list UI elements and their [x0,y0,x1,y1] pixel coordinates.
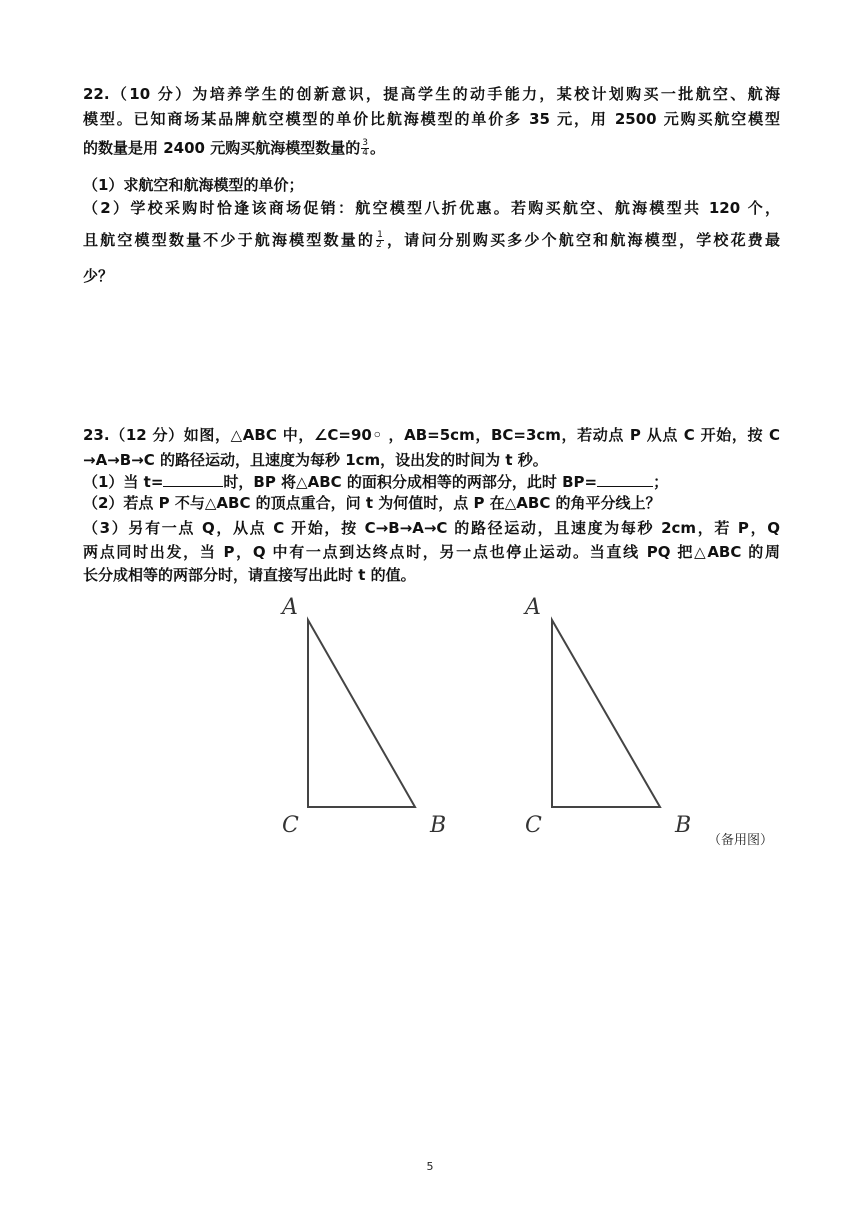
triangle-abc-backup [552,620,660,807]
q22-line-3-end: 。 [369,139,385,157]
q22-line-7: 少？ [83,267,114,285]
fig1-label-b: B [430,813,447,838]
q23-part-3-line-1: （3）另有一点 Q，从点 C 开始，按 C→B→A→C 的路径运动，且速度为每秒 2cm，若 P，Q [83,519,780,537]
q23-part-1-end: ； [653,473,669,491]
q23-part-1-text: （1）当 t= [83,473,164,491]
q22-part-2: （2）学校采购时恰逢该商场促销：航空模型八折优惠。若购买航空、航海模型共 120 个， [83,199,780,217]
q22-part-1: （1）求航空和航海模型的单价； [83,176,304,194]
fig2-label-a: A [525,595,541,620]
page-number: 5 [426,1160,434,1173]
q22-line-6-text: 且航空模型数量不少于航海模型数量的 [83,231,376,249]
q22-line-6-end: ，请问分别购买多少个航空和航海模型，学校花费最 [384,231,780,249]
fig1-label-a: A [282,595,298,620]
fig1-label-c: C [282,813,299,838]
fig2-label-b: B [675,813,692,838]
fraction-numerator: 3 [362,138,368,148]
q22-line-1: 22.（10 分）为培养学生的创新意识，提高学生的动手能力，某校计划购买一批航空、航海 [83,85,780,103]
q22-line-2: 模型。已知商场某品牌航空模型的单价比航海模型的单价多 35 元，用 2500 元购买航空模型 [83,110,780,128]
q22-line-3-text: 的数量是用 2400 元购买航海模型数量的 [83,139,361,157]
fraction-denominator: 2 [376,240,382,250]
q23-line-2: →A→B→C 的路径运动，且速度为每秒 1cm，设出发的时间为 t 秒。 [83,451,548,469]
fig2-label-c: C [525,813,542,838]
q23-part-1-middle: 时，BP 将△ABC 的面积分成相等的两部分，此时 BP= [223,473,598,491]
triangle-abc-main [308,620,415,807]
q23-part-2: （2）若点 P 不与△ABC 的顶点重合，问 t 为何值时，点 P 在△ABC 的角平分线上？ [83,494,661,512]
q23-part-3-line-3: 长分成相等的两部分时，请直接写出此时 t 的值。 [83,566,416,584]
q23-line-1: 23.（12 分）如图，△ABC 中，∠C=90◦ ，AB=5cm，BC=3cm，若动点 P 从点 C 开始，按 C [83,426,780,444]
fraction-numerator: 1 [377,230,383,240]
q23-part-3-line-2: 两点同时出发，当 P，Q 中有一点到达终点时，另一点也停止运动。当直线 PQ 把△ABC 的周 [83,543,780,561]
fraction-denominator: 4 [362,148,368,158]
backup-figure-label: （备用图） [708,833,774,848]
